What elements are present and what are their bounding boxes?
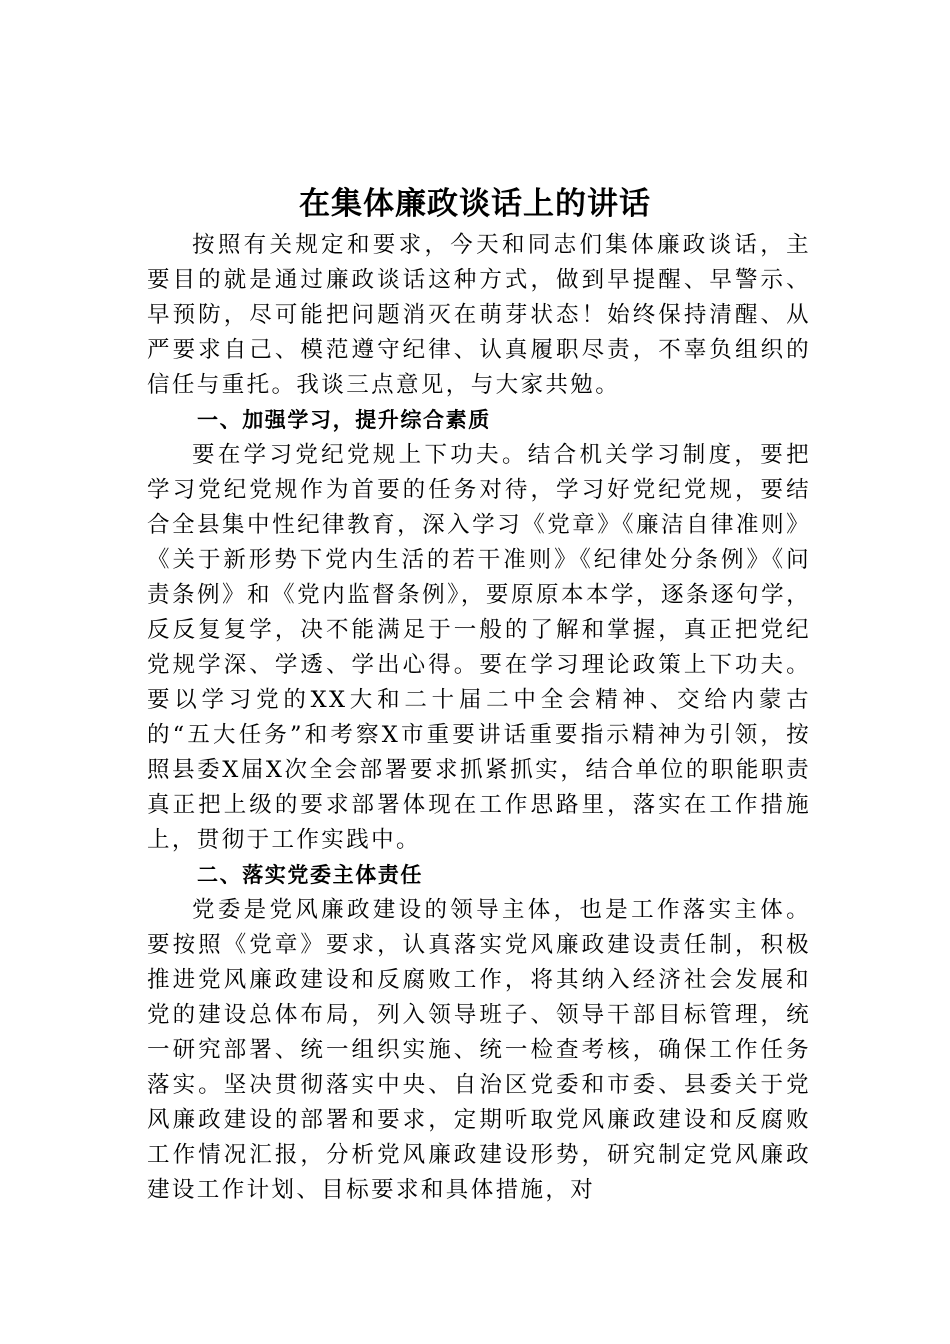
document-body: [147, 228, 811, 1208]
section-1-paragraph: 要在学习党纪党规上下功夫。结合机关学习制度，要把学习党纪党规作为首要的任务对待，学习好党纪党规，要结合全县集中性纪律教育，深入学习《党章》《廉洁自律准则》《关于新形势下党内生活的若干准则》《纪律处分条例》《问责条例》和《党内监督条例》，要原原本本学，逐条逐句学，反反复复学，决不能满足于一般的了解和掌握，真正把党纪党规学深、学透、学出心得。要在学习理论政策上下功夫。要以学习党的XX大和二十届二中全会精神、交给内蒙古的“五大任务”和考察X市重要讲话重要指示精神为引领，按照县委X届X次全会部署要求抓紧抓实，结合单位的职能职责真正把上级的要求部署体现在工作思路里，落实在工作措施上，贯彻于工作实践中。: [147, 442, 811, 853]
intro-paragraph: 按照有关规定和要求，今天和同志们集体廉政谈话，主要目的就是通过廉政谈话这种方式，做到早提醒、早警示、早预防，尽可能把问题消灭在萌芽状态！始终保持清醒、从严要求自己、模范遵守纪律、认真履职尽责，不辜负组织的信任与重托。我谈三点意见，与大家共勉。: [147, 232, 811, 398]
section-2-paragraph: 党委是党风廉政建设的领导主体，也是工作落实主体。要按照《党章》要求，认真落实党风廉政建设责任制，积极推进党风廉政建设和反腐败工作，将其纳入经济社会发展和党的建设总体布局，列入领导班子、领导干部目标管理，统一研究部署、统一组织实施、统一检查考核，确保工作任务落实。坚决贯彻落实中央、自治区党委和市委、县委关于党风廉政建设的部署和要求，定期听取党风廉政建设和反腐败工作情况汇报，分析党风廉政建设形势，研究制定党风廉政建设工作计划、目标要求和具体措施，对: [147, 897, 811, 1203]
section-heading-1: 一、加强学习，提升综合素质: [197, 408, 491, 432]
section-heading-2: 二、落实党委主体责任: [197, 863, 423, 887]
document-title: 在集体廉政谈话上的讲话: [299, 185, 651, 222]
